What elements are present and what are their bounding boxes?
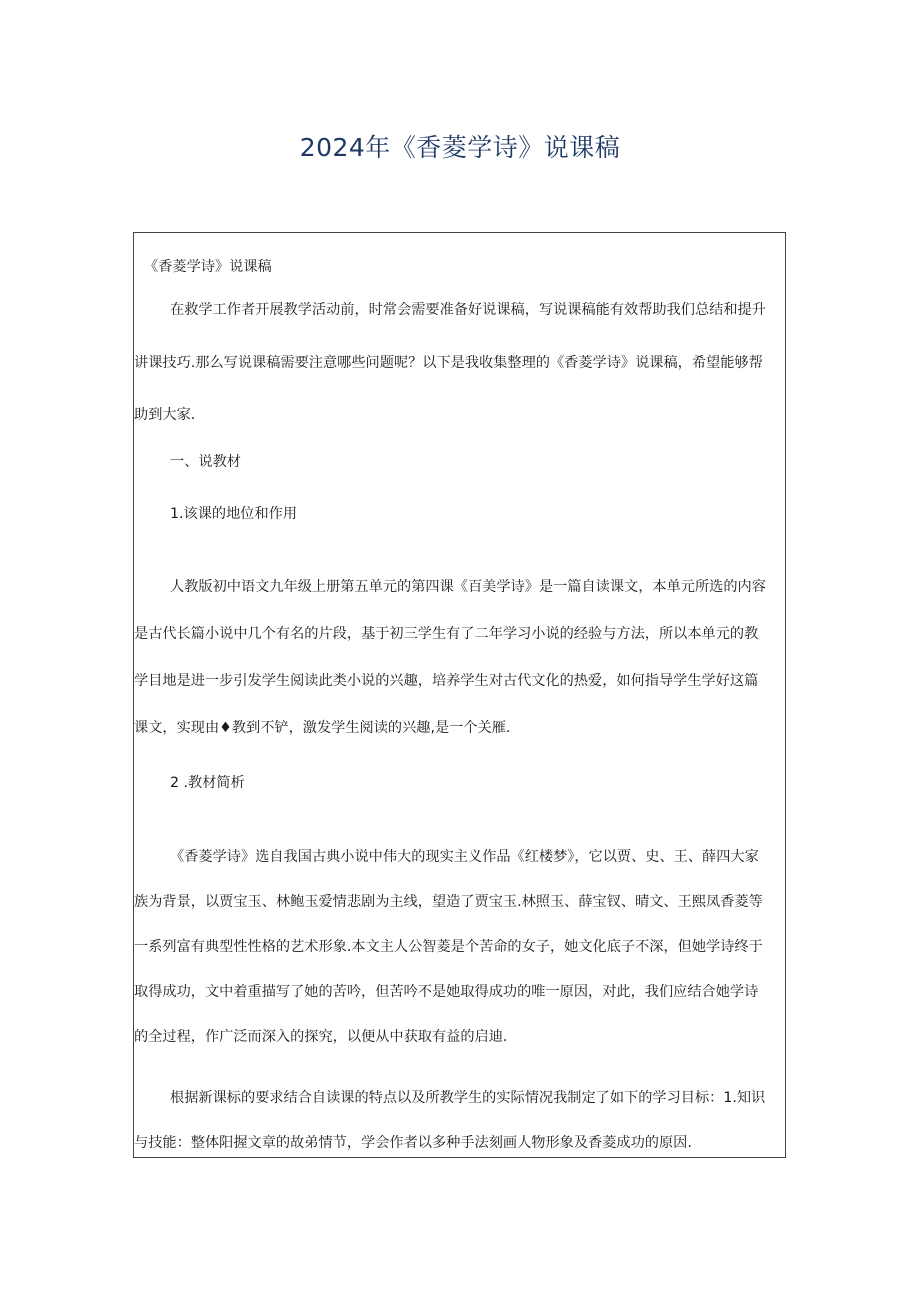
paragraph-line: 是古代长篇小说中几个有名的片段，基于初三学生有了二年学习小说的经验与方法，所以本单元的教 — [134, 626, 759, 642]
document-title: 2024年《香菱学诗》说课稿 — [299, 133, 621, 162]
paragraph-line: 人教版初中语文九年级上册第五单元的第四课《百美学诗》是一篇自读课文，本单元所选的内容 — [170, 579, 766, 595]
intro-line: 助到大家. — [134, 407, 196, 423]
paragraph-line: 《香菱学诗》选自我国古典小说中伟大的现实主义作品《红楼梦》，它以贾、史、王、薛四大家 — [170, 849, 759, 865]
doc-heading: 《香菱学诗》说课稿 — [144, 259, 272, 275]
subheading-1: 1.该课的地位和作用 — [170, 506, 298, 522]
intro-line: 讲课技巧.那么写说课稿需要注意哪些问题呢？以下是我收集整理的《香菱学诗》说课稿，希望能够帮 — [134, 355, 763, 371]
paragraph-line: 根据新课标的要求结合自读课的特点以及所教学生的实际情况我制定了如下的学习目标：1.知识 — [170, 1090, 766, 1106]
subheading-2: 2 .教材简析 — [170, 775, 245, 791]
paragraph-line: 一系列富有典型性性格的艺术形象.本文主人公智菱是个苦命的女子，她文化底子不深，但她学诗终于 — [134, 939, 763, 955]
paragraph-analysis — [134, 844, 783, 1051]
paragraph-objectives — [134, 1085, 783, 1157]
paragraph-line: 与技能：整体阳握文章的故弟情节，学会作者以多种手法刻画人物形象及香菱成功的原因. — [134, 1135, 692, 1151]
paragraph-line: 取得成功，文中着重描写了她的苦吟，但苦吟不是她取得成功的唯一原因，对此，我们应结合她学诗 — [134, 984, 759, 1000]
paragraph-role — [134, 574, 783, 742]
intro-paragraph — [134, 297, 783, 429]
paragraph-line: 的全过程，作广泛而深入的探究，以便从中获取有益的启迪. — [134, 1029, 508, 1045]
paragraph-line: 课文，实现由♦教到不铲，激发学生阅读的兴趣,是一个关雁. — [134, 720, 511, 736]
paragraph-line: 族为背景，以贾宝玉、林鲍玉爱情悲剧为主线，望造了贾宝玉.林照玉、薛宝钗、晴文、王熙凤香菱等 — [134, 894, 763, 910]
section-heading-1: 一、说教材 — [170, 454, 241, 470]
intro-line: 在救学工作者开展教学活动前，时常会需要准备好说课稿，写说课稿能有效帮助我们总结和提升 — [170, 302, 766, 318]
paragraph-line: 学目地是进一步引发学生阅读此类小说的兴趣，培养学生对古代文化的热爱，如何指导学生学好这篇 — [134, 673, 759, 689]
